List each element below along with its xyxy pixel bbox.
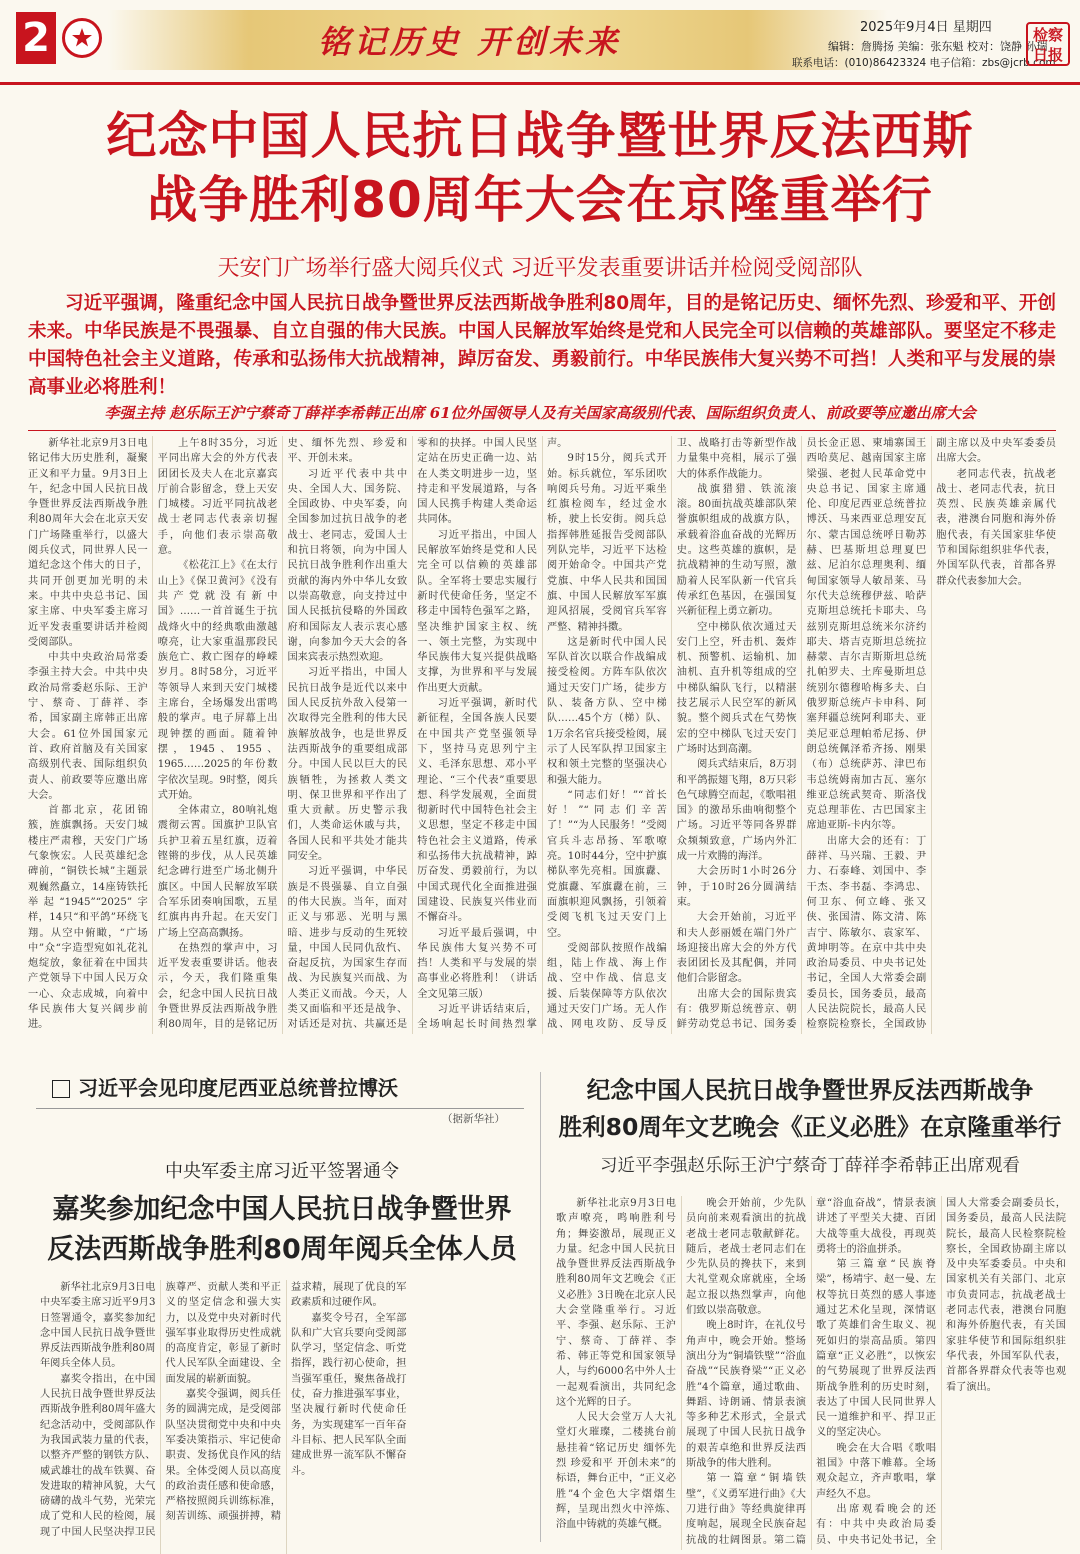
article-paragraph: 习近平强调，中华民族是不畏强暴、自立自强的伟大民族。当年，面对正义与邪恶、光明与黑暗、进步与反动的生死较量，中国人民同仇敌忾、奋起反抗，为国家生存而战、为民族复兴而战、为人类正义而战。今天，人类又面临和平还是战争、对话还是对抗、共赢还是零和的抉择。中国人民坚定站在历史正确一边、站在人类文明进步一边，坚持走和平发展道路，与各国人民携手构建人类命运共同体。 bbox=[287, 438, 537, 1031]
article-paragraph: 人民大会堂万人大礼堂灯火璀璨，二楼挑台前悬挂着“铭记历史 缅怀先烈 珍爱和平 开创未来”的标语，舞台正中，“正义必胜”4个金色大字熠熠生辉，呈现出烈火中淬炼、浴血中铸就的英雄气概。 bbox=[556, 1412, 676, 1531]
story-left bbox=[12, 1072, 540, 1554]
article-paragraph: 新华社北京9月3日电 铭记伟大历史胜利，凝聚正义和平力量。9月3日上午，纪念中国人民抗日战争暨世界反法西斯战争胜利80周年大会在北京天安门广场隆重举行，以盛大阅兵仪式，同世界人民一道纪念这个伟大的日子，共同开创更加光明的未来。中共中央总书记、国家主席、中央军委主席习近平发表重要讲话并检阅受阅部队。 bbox=[28, 438, 148, 648]
article-paragraph: 晚会开始前，少先队员向前来观看演出的抗战老战士老同志敬献鲜花。随后，老战士老同志们在少先队员的搀扶下，来到大礼堂观众席就座，全场起立报以热烈掌声，向他们致以崇高敬意。 bbox=[686, 1198, 806, 1317]
article-paragraph: 全体肃立，80响礼炮震彻云霄。国旗护卫队官兵护卫着五星红旗，迈着铿锵的步伐，从人民英雄纪念碑行进至广场北侧升旗区。中国人民解放军联合军乐团奏响国歌，五星红旗冉冉升起。在天安门广场上空高高飘扬。 bbox=[157, 805, 278, 939]
masthead bbox=[0, 0, 1080, 80]
article-paragraph: 大会历时1小时26分钟，于10时26分圆满结束。 bbox=[676, 866, 797, 908]
article-paragraph: 习近平指出，中国人民解放军始终是党和人民完全可以信赖的英雄部队。全军将士要忠实履行新时代使命任务，坚定不移走中国特色强军之路，坚决维护国家主权、统一、领土完整，为实现中华民族伟大复兴提供战略支撑，为世界和平与发展作出更大贡献。 bbox=[417, 529, 537, 694]
article-paragraph: 晚会在大合唱《歌唱祖国》中落下帷幕。全场观众起立，齐声歌唱，掌声经久不息。 bbox=[816, 1442, 936, 1500]
article-paragraph: 习近平最后强调，中华民族伟大复兴势不可挡！人类和平与发展的崇高事业必将胜利！（讲话全文见第三版） bbox=[417, 927, 537, 1000]
article-paragraph: 这是新时代中国人民军队首次以联合作战编成接受检阅。方阵车队依次通过天安门广场，徒步方队、装备方队、空中梯队……45个方（梯）队、1万余名官兵接受检阅，展示了人民军队捍卫国家主权和领土完整的坚强决心和强大能力。 bbox=[547, 636, 667, 786]
article-paragraph: 受阅部队按照作战编组，陆上作战、海上作战、空中作战、信息支援、后装保障等方队依次通过天安门广场。无人作战、网电攻防、反导反卫、战略打击等新型作战力量集中亮相，展示了强大的体系作战能力。 bbox=[547, 438, 797, 1031]
editor-credits: 编辑：詹腾扬 美编：张东魁 校对：饶静 孙瑞 bbox=[828, 40, 1048, 53]
banner-ribbon bbox=[108, 10, 888, 70]
medals-story-kicker: 中央军委主席习近平签署通令 bbox=[165, 1161, 399, 1182]
article-paragraph: 第一篇章“铜墙铁壁”，《义勇军进行曲》《大刀进行曲》等经典旋律再度响起，展现全民族奋起抗战的壮阔图景。第二篇章“浴血奋战”，情景表演讲述了平型关大捷、百团大战等重大战役，再现英勇将士的浴血拼杀。 bbox=[686, 1198, 936, 1546]
article-paragraph: 出席观看晚会的还有：中共中央政治局委员、中央书记处书记，全国人大常委会副委员长，国务委员，最高人民法院院长，最高人民检察院检察长，全国政协副主席以及中央军委委员。中央和国家机关有关部门、北京市负责同志，抗战老战士老同志代表，港澳台同胞和海外侨胞代表，有关国家驻华使节和国际组织驻华代表，外国军队代表，首都各界群众代表等也观看了演出。 bbox=[816, 1198, 1066, 1546]
article-paragraph: 战旗猎猎、铁流滚滚。80面抗战英雄部队荣誉旗帜组成的战旗方队，承载着浴血奋战的光辉历史。这些英雄的旗帜，是抗战精神的生动写照，激励着人民军队新一代官兵传承红色基因，在强国复兴新征程上勇立新功。 bbox=[676, 483, 797, 618]
medals-title-line-1: 嘉奖参加纪念中国人民抗日战争暨世界 bbox=[52, 1194, 512, 1225]
newspaper-seal-logo: 检察日报 bbox=[1026, 22, 1070, 66]
article-paragraph: 新华社北京9月3日电 中央军委主席习近平9月3日签署通令，嘉奖参加纪念中国人民抗日战争暨世界反法西斯战争胜利80周年阅兵全体人员。 bbox=[40, 1282, 156, 1370]
main-headline-line-2: 战争胜利80周年大会在京隆重举行 bbox=[147, 171, 933, 229]
article-paragraph: 习近平讲话结束后，全场响起长时间热烈掌声。 bbox=[417, 438, 568, 1031]
article-paragraph: 阅兵式结束后，8万羽和平鸽振翅飞翔，8万只彩色气球腾空而起，《歌唱祖国》的激昂乐曲响彻整个广场。习近平等同各界群众频频致意，广场内外汇成一片欢腾的海洋。 bbox=[676, 759, 797, 863]
issue-date: 2025年9月4日 星期四 bbox=[860, 20, 992, 35]
main-article-body bbox=[28, 436, 1056, 1034]
meeting-story-header bbox=[36, 1072, 524, 1109]
article-paragraph: “同志们好！”“首长好！”“同志们辛苦了！”“为人民服务！”受阅官兵斗志昂扬、军歌嘹亮。10时44分，空中护旗梯队率先亮相。国旗纛、党旗纛、军旗纛在前，三面旗帜迎风飘扬，引领着受阅飞机飞过天安门上空。 bbox=[547, 789, 667, 939]
gala-title-line-1: 纪念中国人民抗日战争暨世界反法西斯战争 bbox=[586, 1076, 1034, 1104]
article-paragraph: 在热烈的掌声中，习近平发表重要讲话。他表示，今天，我们隆重集会，纪念中国人民抗日战争暨世界反法西斯战争胜利80周年，目的是铭记历史、缅怀先烈、珍爱和平、开创未来。 bbox=[157, 438, 408, 1031]
medals-story-title bbox=[12, 1190, 552, 1270]
article-paragraph: 9时15分，阅兵式开始。标兵就位，军乐团吹响阅兵号角。习近平乘坐红旗检阅车，经过金水桥，驶上长安街。阅兵总指挥韩胜延报告受阅部队列队完毕，习近平下达检阅开始命令。中国共产党党旗、中华人民共和国国旗、中国人民解放军军旗迎风招展，受阅官兵军容严整、精神抖擞。 bbox=[547, 453, 667, 633]
header-divider bbox=[0, 82, 1080, 85]
article-paragraph: 中共中央政治局常委李强主持大会。中共中央政治局常委赵乐际、王沪宁、蔡奇、丁薛祥、李希，国家副主席韩正出席大会。61位外国国家元首、政府首脑及有关国家高级别代表、国际组织负责人、前政要等应邀出席大会。 bbox=[28, 652, 148, 801]
gala-story-subtitle: 习近平李强赵乐际王沪宁蔡奇丁薛祥李希韩正出席观看 bbox=[600, 1156, 1020, 1176]
medals-story-body bbox=[40, 1280, 532, 1554]
meeting-story-source: （据新华社） bbox=[442, 1113, 505, 1125]
gala-story-body bbox=[556, 1196, 1066, 1550]
article-paragraph: 出席大会的还有：丁薛祥、马兴瑞、王毅、尹力、石泰峰、刘国中、李干杰、李书磊、李鸿忠、何卫东、何立峰、张又侠、张国清、陈文清、陈吉宁、陈敏尔、袁家军、黄坤明等。在京中共中央政治局委员、中央书记处书记，全国人大常委会副委员长，国务委员，最高人民法院院长，最高人民检察院检察长，全国政协副主席以及中央军委委员出席大会。 bbox=[806, 438, 1056, 1031]
gala-title-line-2: 胜利80周年文艺晚会《正义必胜》在京隆重举行 bbox=[558, 1113, 1062, 1141]
article-paragraph: 习近平代表中共中央、全国人大、国务院、全国政协、中央军委，向全国参加过抗日战争的老战士、老同志，爱国人士和抗日将领，向为中国人民抗日战争胜利作出重大贡献的海内外中华儿女致以崇高敬意，向支持过中国人民抵抗侵略的外国政府和国际友人表示衷心感谢，向参加今天大会的各国来宾表示热烈欢迎。 bbox=[287, 468, 408, 664]
medals-title-line-2: 反法西斯战争胜利80周年阅兵全体人员 bbox=[47, 1234, 517, 1265]
gala-story-title bbox=[540, 1072, 1080, 1146]
article-paragraph: 新华社北京9月3日电 歌声嘹亮，鸣响胜利号角；舞姿激昂，展现正义力量。纪念中国人民抗日战争暨世界反法西斯战争胜利80周年文艺晚会《正义必胜》3日晚在北京人民大会堂隆重举行。习近平、李强、赵乐际、王沪宁、蔡奇、丁薛祥、李希、韩正等党和国家领导人，与约6000名中外人士一起观看演出，共同纪念这个光辉的日子。 bbox=[556, 1198, 676, 1408]
contact-info: 联系电话：(010)86423324 电子信箱：zbs@jcrb.com bbox=[792, 57, 1056, 69]
newspaper-emblem-icon bbox=[62, 18, 102, 58]
meeting-story-title: 习近平会见印度尼西亚总统普拉博沃 bbox=[78, 1076, 398, 1100]
article-paragraph: 嘉奖令指出，在中国人民抗日战争暨世界反法西斯战争胜利80周年盛大纪念活动中，受阅部队作为我国武装力量的代表，以整齐严整的钢铁方队、威武雄壮的战车铁翼、奋发进取的精神风貌，大气磅礴的战斗气势，光荣完成了党和人民的检阅，展现了中国人民坚决捍卫民族尊严、贡献人类和平正义的坚定信念和强大实力，以及党中央对新时代强军事业取得历史性成就的高度肯定，彰显了新时代人民军队全面建设、全面发展的崭新面貌。 bbox=[40, 1282, 281, 1538]
article-paragraph: 晚上8时许，在礼仪号角声中，晚会开始。整场演出分为“铜墙铁壁”“浴血奋战”“民族脊梁”“正义必胜”4个篇章，通过歌曲、舞蹈、诗朗诵、情景表演等多种艺术形式，全景式展现了中国人民抗日战争的艰苦卓绝和世界反法西斯战争的伟大胜利。 bbox=[686, 1320, 806, 1470]
article-paragraph: 嘉奖令号召，全军部队和广大官兵要向受阅部队学习，坚定信念、听党指挥，践行初心使命，担当强军重任，聚焦备战打仗，奋力推进强军事业，坚决履行新时代使命任务，为实现建军一百年奋斗目标、把人民军队全面建成世界一流军队不懈奋斗。 bbox=[291, 1312, 407, 1477]
article-paragraph: 空中梯队依次通过天安门上空，歼击机、轰炸机、预警机、运输机、加油机、直升机等组成的空中梯队编队飞行，以精湛技艺展示人民空军的新风貌。整个阅兵式在气势恢宏的空中梯队飞过天安门广场时达到高潮。 bbox=[676, 621, 797, 755]
story-right bbox=[540, 1072, 1080, 1554]
main-headline bbox=[0, 104, 1080, 232]
section-slogan: 铭记历史 开创未来 bbox=[318, 23, 622, 61]
article-paragraph: 习近平指出，中国人民抗日战争是近代以来中国人民反抗外敌入侵第一次取得完全胜利的伟大民族解放战争，也是世界反法西斯战争的重要组成部分。中国人民以巨大的民族牺牲，为拯救人类文明、保卫世界和平作出了重大贡献。历史警示我们，人类命运休戚与共，各国人民和平共处才能共同安全。 bbox=[287, 667, 408, 863]
main-headline-line-1: 纪念中国人民抗日战争暨世界反法西斯 bbox=[106, 107, 974, 165]
article-paragraph: 《松花江上》《在太行山上》《保卫黄河》《没有共产党就没有新中国》……一首首诞生于抗战烽火中的经典歌曲激越嘹亮，让大家重温那段民族危亡、救亡图存的峥嵘岁月。8时58分，习近平等领导人来到天安门城楼主席台，全场爆发出雷鸣般的掌声。电子屏幕上出现钟摆的画面。随着钟摆，1945、1955、1965……2025的年份数字依次呈现。9时整，阅兵式开始。 bbox=[157, 560, 278, 801]
section-divider bbox=[28, 430, 1056, 431]
article-paragraph: 首都北京，花团锦簇，旌旗飘扬。天安门城楼庄严肃穆，天安门广场气象恢宏。人民英雄纪念碑前，“铜铁长城”主题景观巍然矗立，14座铸铁托举起“1945”“2025”字样，14只“和平鸽”环绕飞翔。从空中俯瞰，“广场中”众“字造型宛如礼花礼炮绽放，象征着在中国共产党领导下中国人民万众一心、众志成城，向着中华民族伟大复兴阔步前进。 bbox=[28, 805, 148, 1031]
main-subheadline: 天安门广场举行盛大阅兵仪式 习近平发表重要讲话并检阅受阅部队 bbox=[217, 256, 863, 281]
lead-paragraph: 习近平强调，隆重纪念中国人民抗日战争暨世界反法西斯战争胜利80周年，目的是铭记历史、缅怀先烈、珍爱和平、开创未来。中华民族是不畏强暴、自立自强的伟大民族。中国人民解放军始终是党和人民完全可以信赖的英雄部队。要坚定不移走中国特色社会主义道路，传承和弘扬伟大抗战精神，踔厉奋发、勇毅前行。中华民族伟大复兴势不可挡！人类和平与发展的崇高事业必将胜利！ bbox=[28, 293, 1056, 398]
page-number: 2 bbox=[16, 12, 56, 64]
article-paragraph: 老同志代表，抗战老战士、老同志代表，抗日英烈、民族英雄亲属代表，港澳台同胞和海外侨胞代表，有关国家驻华使节和国际组织驻华代表，外国军队代表，首都各界群众代表参加大会。 bbox=[936, 468, 1056, 587]
article-paragraph: 上午8时35分，习近平同出席大会的外方代表团团长及夫人在北京嘉宾厅前合影留念，登上天安门城楼。习近平同抗战老战士老同志代表亲切握手，向他们表示崇高敬意。 bbox=[157, 438, 278, 557]
attendees-line: 李强主持 赵乐际王沪宁蔡奇丁薛祥李希韩正出席 61位外国领导人及有关国家高级别代表、国际组织负责人、前政要等应邀出席大会 bbox=[104, 404, 976, 422]
article-paragraph: 第三篇章“民族脊梁”，杨靖宇、赵一曼、左权等抗日英烈的感人事迹通过艺术化呈现，深情讴歌了英雄们舍生取义、视死如归的崇高品质。第四篇章“正义必胜”，以恢宏的气势展现了世界反法西斯战争胜利的历史时刻，表达了中国人民同世界人民一道维护和平、捍卫正义的坚定决心。 bbox=[816, 1259, 936, 1439]
article-paragraph: 习近平强调，新时代新征程，全国各族人民要在中国共产党坚强领导下，坚持马克思列宁主义、毛泽东思想、邓小平理论、“三个代表”重要思想、科学发展观，全面贯彻新时代中国特色社会主义思想，坚定不移走中国特色社会主义道路，传承和弘扬伟大抗战精神，踔厉奋发、勇毅前行，为以中国式现代化全面推进强国建设、民族复兴伟业而不懈奋斗。 bbox=[417, 698, 537, 924]
square-bullet-icon bbox=[52, 1080, 70, 1098]
article-paragraph: 大会开始前，习近平和夫人彭丽媛在端门外广场迎接出席大会的外方代表团团长及其配偶，并同他们合影留念。 bbox=[676, 912, 797, 985]
article-paragraph: 嘉奖令强调，阅兵任务的圆满完成，是受阅部队坚决贯彻党中央和中央军委决策指示、牢记使命职责、发扬优良作风的结果。全体受阅人员以高度的政治责任感和使命感，严格按照阅兵训练标准，刻苦训练、顽强拼搏，精益求精，展现了优良的军政素质和过硬作风。 bbox=[165, 1282, 407, 1523]
article-paragraph: 出席大会的国际贵宾有：俄罗斯总统普京、朝鲜劳动党总书记、国务委员长金正恩、柬埔寨国王西哈莫尼、越南国家主席梁强、老挝人民革命党中央总书记、国家主席通伦、印度尼西亚总统普拉博沃、马来西亚总理安瓦尔、蒙古国总统呼日勒苏赫、巴基斯坦总理夏巴兹、尼泊尔总理奥利、缅甸国家领导人敏昂莱、马尔代夫总统穆伊兹、哈萨克斯坦总统托卡耶夫、乌兹别克斯坦总统米尔济约耶夫、塔吉克斯坦总统拉赫蒙、吉尔吉斯斯坦总统扎帕罗夫、土库曼斯坦总统别尔德穆哈梅多夫、白俄罗斯总统卢卡申科、阿塞拜疆总统阿利耶夫、亚美尼亚总理帕希尼扬、伊朗总统佩泽希齐扬、刚果（布）总统萨苏、津巴布韦总统姆南加古瓦、塞尔维亚总统武契奇、斯洛伐克总理菲佐、古巴国家主席迪亚斯-卡内尔等。 bbox=[676, 438, 927, 1031]
